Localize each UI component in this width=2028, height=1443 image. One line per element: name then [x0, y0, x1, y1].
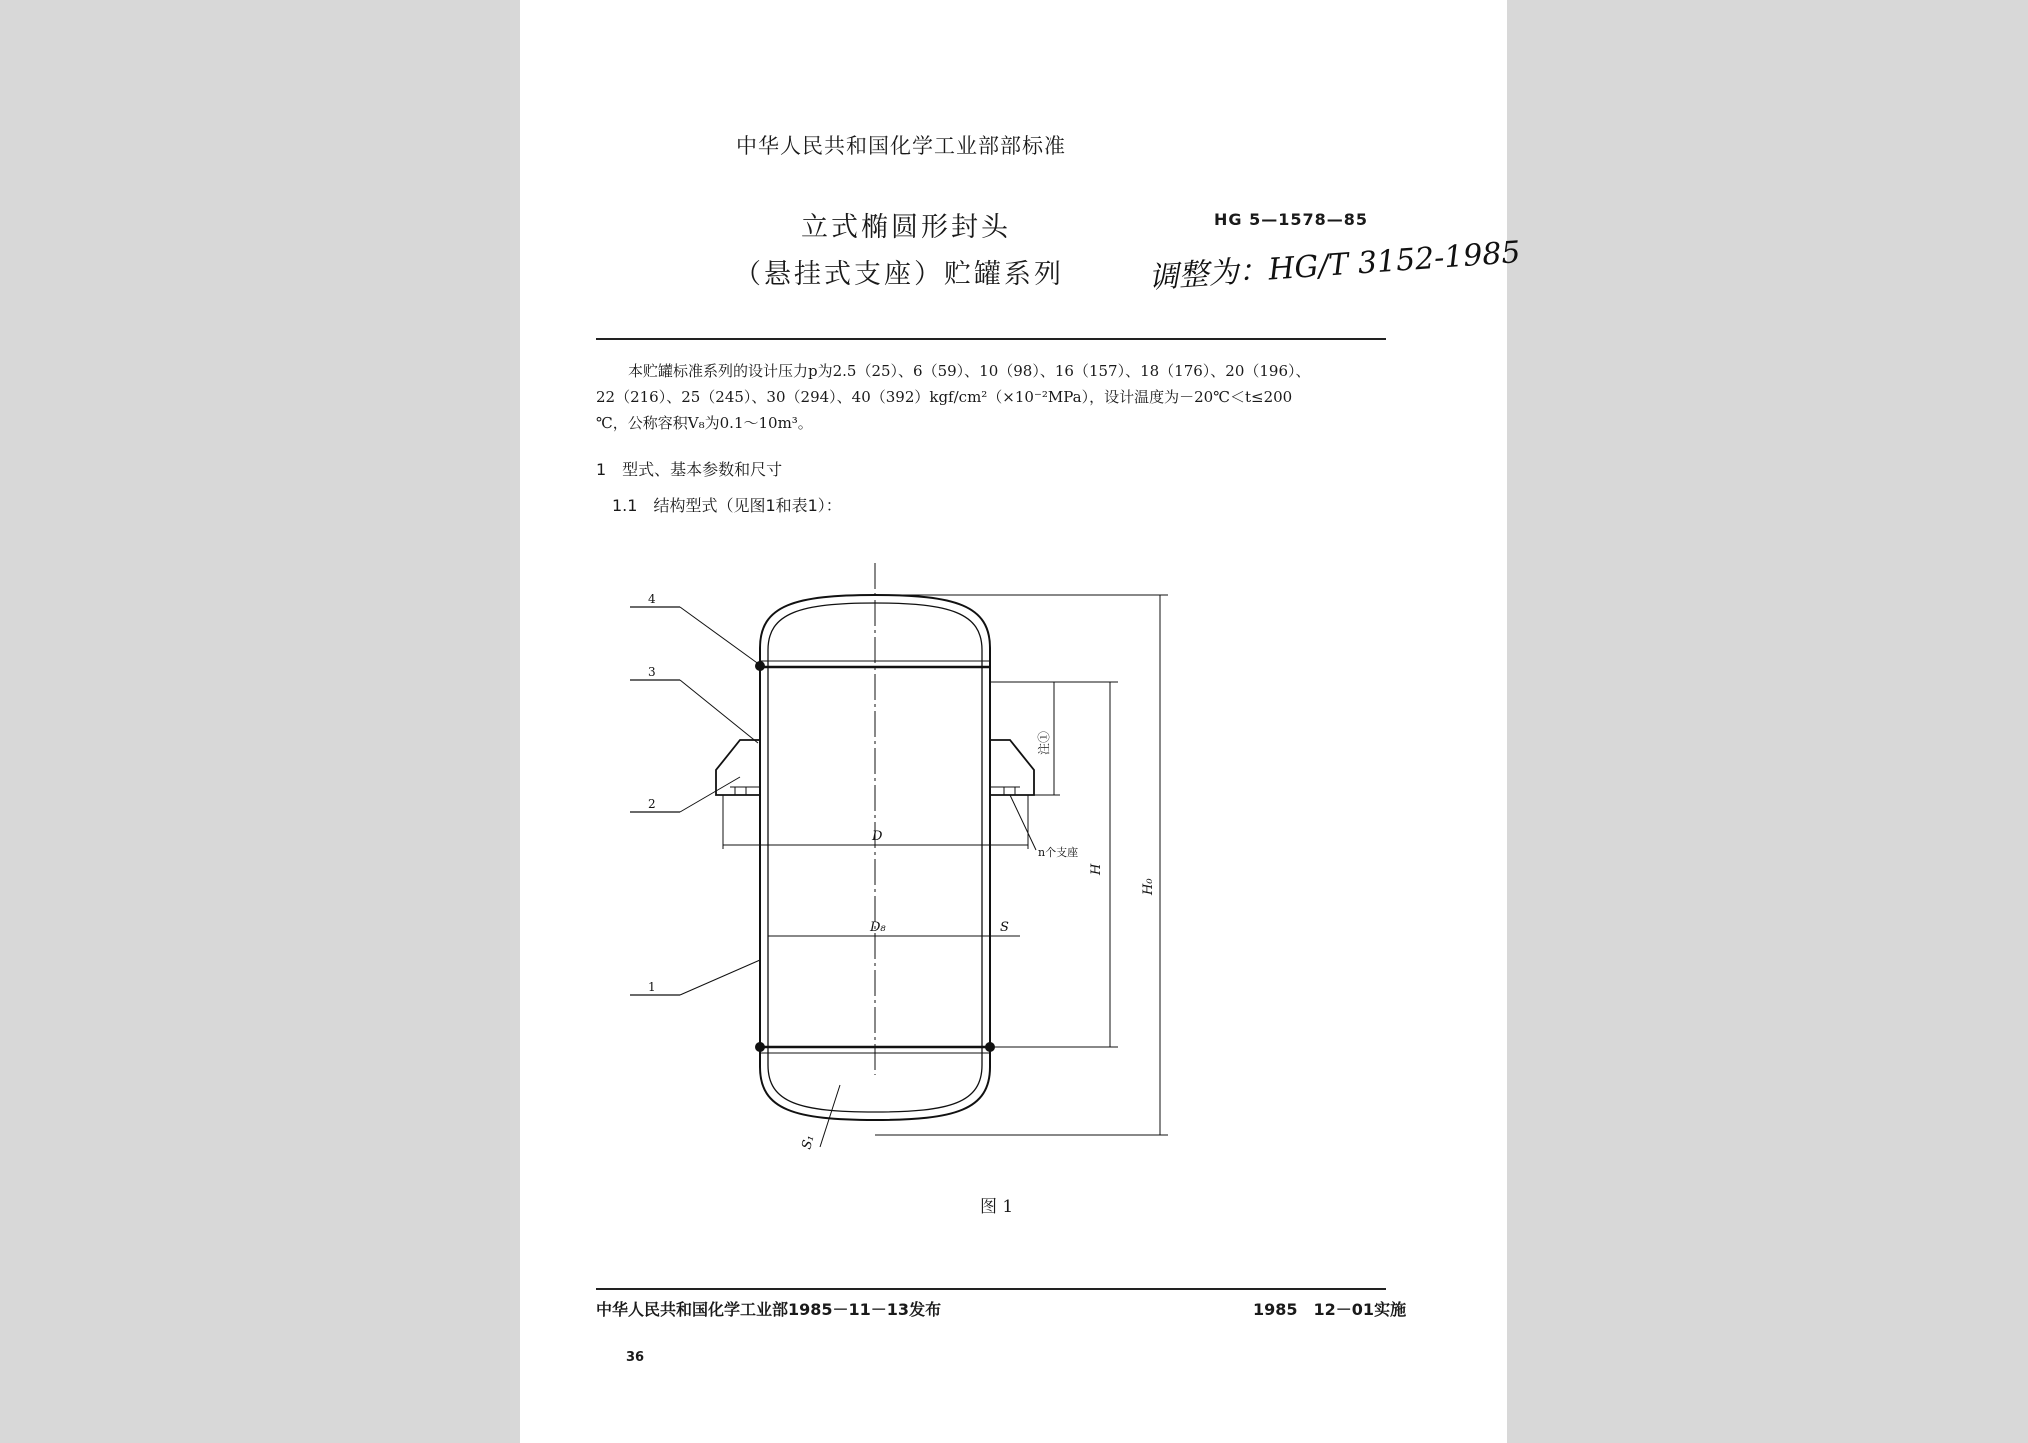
- title-line-2: （悬挂式支座）贮罐系列: [734, 259, 1064, 290]
- intro-line-1: 本贮罐标准系列的设计压力p为2.5（25）、6（59）、10（98）、16（157）、18（176）、20（196）、: [628, 362, 1311, 380]
- callout-3: 3: [648, 665, 656, 679]
- label-note: 注①: [1037, 730, 1051, 755]
- page-number: 36: [626, 1350, 645, 1365]
- callout-1-leader: [680, 960, 760, 995]
- label-H: H: [1089, 863, 1104, 875]
- label-Dg: D₈: [870, 920, 886, 935]
- intro-paragraph: [596, 358, 1386, 436]
- title-line-1: 立式椭圆形封头: [801, 212, 1011, 243]
- issue-date: 中华人民共和国化学工业部1985－11－13发布: [596, 1300, 942, 1319]
- section-heading-1: 1 型式、基本参数和尺寸: [596, 460, 783, 479]
- header-rule: [596, 338, 1386, 340]
- figure-caption: 图 1: [980, 1197, 1014, 1217]
- label-S1: S₁: [799, 1133, 818, 1152]
- callout-2: 2: [648, 797, 656, 811]
- issuing-organization: 中华人民共和国化学工业部部标准: [736, 134, 1066, 158]
- supports-leader: [1010, 795, 1036, 850]
- callout-4: 4: [648, 592, 656, 606]
- document-page: [520, 0, 1522, 1443]
- intro-line-2: 22（216）、25（245）、30（294）、40（392）kgf/cm²（×10⁻²MPa），设计温度为－20℃＜t≤200: [596, 388, 1293, 406]
- s1-leader: [820, 1085, 840, 1147]
- callout-1: 1: [648, 980, 656, 994]
- tank-drawing: [630, 555, 1190, 1175]
- callout-4-leader: [680, 607, 760, 665]
- intro-line-3: ℃，公称容积V₈为0.1～10m³。: [596, 414, 813, 432]
- standard-number: HG 5—1578—85: [1214, 210, 1369, 229]
- label-H0: H₀: [1141, 878, 1156, 895]
- label-D: D: [872, 829, 883, 844]
- footer-rule: [596, 1288, 1386, 1290]
- effective-date: 1985 12－01实施: [1253, 1300, 1407, 1319]
- weld-dot: [756, 1043, 764, 1051]
- label-S: S: [1000, 920, 1009, 935]
- label-supports: n个支座: [1038, 846, 1079, 859]
- handwritten-note: 调整为：HG/T 3152-1985: [1147, 235, 1522, 296]
- callout-3-leader: [680, 680, 758, 743]
- section-heading-1-1: 1.1 结构型式（见图1和表1）：: [612, 496, 842, 515]
